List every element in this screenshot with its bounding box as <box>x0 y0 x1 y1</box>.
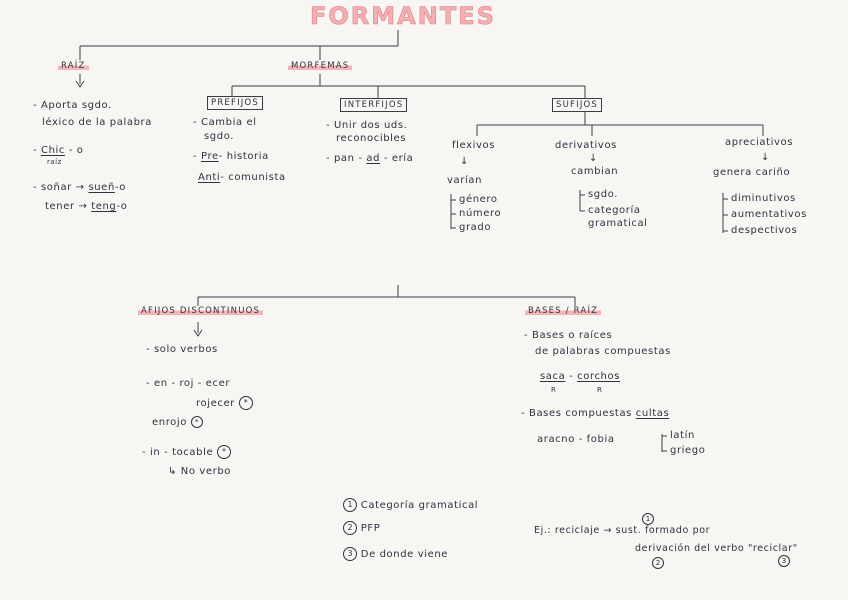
anti-rest: - comunista <box>220 172 286 183</box>
enrojo-text: enrojo <box>152 417 187 428</box>
bases-dash: - <box>565 371 578 382</box>
number-circle-icon: 3 <box>778 555 790 567</box>
bases-comp-text: - Bases compuestas <box>521 408 636 419</box>
raiz-line-2: léxico de la palabra <box>42 117 152 128</box>
legend-text: De donde viene <box>360 549 449 560</box>
legend-text: Categoría gramatical <box>360 500 479 511</box>
rojecer-text: rojecer <box>196 398 235 409</box>
interfijos-box: INTERFIJOS <box>340 98 407 112</box>
apreciativos-genera: genera cariño <box>713 167 791 178</box>
morfemas-heading: MORFEMAS <box>288 61 352 71</box>
afijos-rojecer <box>196 396 253 410</box>
bases-sacacorchos <box>540 371 620 382</box>
star-circle-icon: * <box>239 396 253 410</box>
legend-item <box>343 498 478 512</box>
prefijos-line-1: - Cambia el <box>193 117 257 128</box>
raiz-tener-example <box>45 201 128 212</box>
star-circle-icon: * <box>217 445 231 459</box>
derivativos-arrow: ↓ <box>589 153 598 164</box>
example-line-2: derivación del verbo "reciclar" <box>635 543 798 554</box>
derivativos-sgdo: sgdo. <box>588 189 619 200</box>
raiz-chic-example: - Chic - o <box>33 145 84 156</box>
raiz-sonar-example <box>33 182 126 193</box>
eria-text: - ería <box>383 153 414 164</box>
number-circle-icon: 1 <box>343 498 357 512</box>
pan-text: - pan - <box>326 153 363 164</box>
bases-line-2: de palabras compuestas <box>535 346 671 357</box>
pre-rest: - historia <box>218 151 269 162</box>
bases-griego: griego <box>670 445 706 456</box>
interfijos-example <box>326 153 413 164</box>
raiz-label-small: raíz <box>47 158 62 166</box>
afijos-solo-verbos: - solo verbos <box>146 344 218 355</box>
interfijos-line-1: - Unir dos uds. <box>326 120 408 131</box>
suen-suffix: -o <box>114 182 127 193</box>
cultas-text: cultas <box>635 408 670 419</box>
afijos-enrojecer: - en - roj - ecer <box>146 378 231 389</box>
r-mark: R <box>597 386 603 394</box>
example-line-1: Ej.: reciclaje → sust. formado por <box>534 525 711 536</box>
apreciativos-label: apreciativos <box>725 137 794 148</box>
derivativos-cambian: cambian <box>571 166 619 177</box>
bases-heading: BASES / RAÍZ <box>525 306 601 316</box>
number-circle-icon: 2 <box>652 557 664 569</box>
intocable-text: - in - tocable <box>142 447 214 458</box>
chic-root: Chic <box>41 145 65 156</box>
number-circle-icon: 1 <box>642 513 654 525</box>
number-circle-icon: 3 <box>343 547 357 561</box>
page-title: FORMANTES <box>310 2 496 30</box>
raiz-line-1: - Aporta sgdo. <box>33 100 112 111</box>
flexivos-label: flexivos <box>452 140 496 151</box>
pre-dash: - <box>193 151 201 162</box>
sonar-text: - soñar → <box>33 182 89 193</box>
legend-text: PFP <box>360 523 381 534</box>
raiz-heading: RAÍZ <box>58 61 89 71</box>
flexivos-item: grado <box>459 222 492 233</box>
prefijos-box: PREFIJOS <box>207 96 263 110</box>
number-circle-icon: 2 <box>343 521 357 535</box>
teng-suffix: -o <box>116 201 128 212</box>
flexivos-arrow: ↓ <box>460 156 469 167</box>
afijos-heading: AFIJOS DISCONTINUOS <box>138 306 263 316</box>
flexivos-item: número <box>459 208 502 219</box>
legend-item <box>343 521 380 535</box>
apreciativos-item: aumentativos <box>731 209 807 220</box>
chic-suffix: - o <box>68 145 84 156</box>
interfijos-line-2: reconocibles <box>336 133 407 144</box>
prefijos-pre-example <box>193 151 269 162</box>
afijos-intocable <box>142 445 231 459</box>
bases-compuestas <box>521 408 669 419</box>
tener-text: tener → <box>45 201 92 212</box>
afijos-enrojo <box>152 416 203 428</box>
star-circle-icon: * <box>191 416 203 428</box>
legend-item <box>343 547 448 561</box>
saca-base: saca <box>540 371 566 382</box>
apreciativos-arrow: ↓ <box>761 152 770 163</box>
sufijos-box: SUFIJOS <box>552 98 602 112</box>
derivativos-label: derivativos <box>555 140 617 151</box>
flexivos-item: género <box>459 194 498 205</box>
ad-interfix: ad <box>366 153 381 164</box>
r-mark: R <box>551 386 557 394</box>
derivativos-categoria: categoría <box>588 205 641 216</box>
bases-latin: latín <box>670 430 695 441</box>
teng-root: teng <box>91 201 117 212</box>
bases-line-1: - Bases o raíces <box>524 330 613 341</box>
afijos-no-verbo: ↳ No verbo <box>168 466 231 477</box>
corchos-base: corchos <box>577 371 621 382</box>
pre-prefix: Pre <box>201 151 219 162</box>
anti-prefix: Anti <box>198 172 221 183</box>
flexivos-varian: varían <box>447 175 483 186</box>
apreciativos-item: diminutivos <box>731 193 796 204</box>
suen-root: sueñ <box>88 182 115 193</box>
bases-aracnofobia: aracno - fobia <box>537 434 615 445</box>
prefijos-line-2: sgdo. <box>204 131 235 142</box>
derivativos-gramatical: gramatical <box>588 218 648 229</box>
apreciativos-item: despectivos <box>731 225 798 236</box>
prefijos-anti-example <box>198 172 286 183</box>
